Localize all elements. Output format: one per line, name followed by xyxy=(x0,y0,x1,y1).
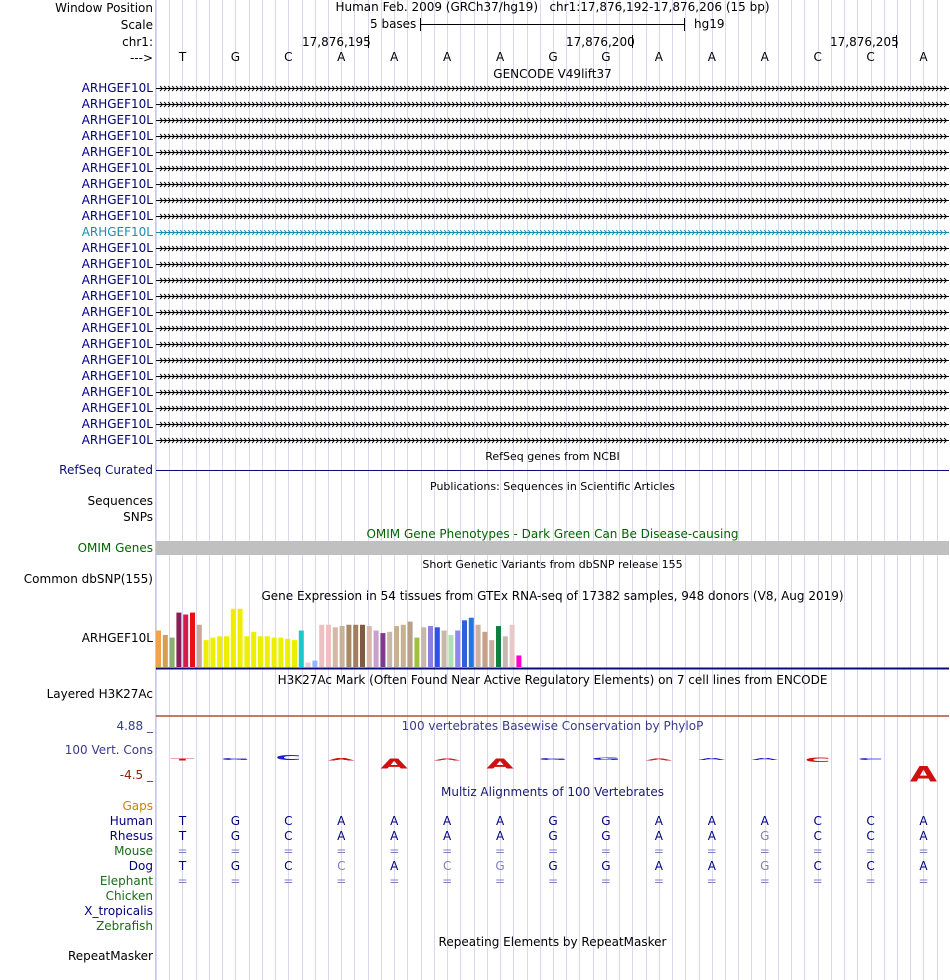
alignment-base: A xyxy=(707,829,716,843)
gtex-bar xyxy=(238,609,243,667)
alignment-base: A xyxy=(654,829,663,843)
alignment-base: G xyxy=(601,814,611,828)
alignment-base: A xyxy=(707,814,716,828)
gtex-bar xyxy=(469,618,474,667)
alignment-base: C xyxy=(866,814,875,828)
alignment-base: = xyxy=(389,844,400,858)
sequence-base: A xyxy=(919,50,928,64)
species-label[interactable]: X_tropicalis xyxy=(84,904,153,918)
gtex-bar xyxy=(340,626,345,667)
gtex-bar xyxy=(183,615,188,667)
gtex-bar xyxy=(367,626,372,667)
gtex-bar xyxy=(374,631,379,667)
omim-track-title[interactable]: OMIM Gene Phenotypes - Dark Green Can Be Disease-causing xyxy=(366,527,739,541)
gtex-bar xyxy=(353,625,358,667)
species-label[interactable]: Mouse xyxy=(114,844,153,858)
alignment-base: = xyxy=(177,844,188,858)
gene-label[interactable]: ARHGEF10L xyxy=(81,145,153,159)
gtex-bar xyxy=(299,631,304,667)
repeatmasker-track-title[interactable]: Repeating Elements by RepeatMasker xyxy=(438,935,667,949)
gtex-bar xyxy=(408,622,413,667)
alignment-base: = xyxy=(389,874,400,888)
gtex-bar xyxy=(435,627,440,667)
alignment-base: = xyxy=(442,874,453,888)
alignment-base: = xyxy=(812,844,823,858)
gene-label[interactable]: ARHGEF10L xyxy=(81,257,153,271)
gtex-bar xyxy=(496,626,501,667)
gene-label[interactable]: ARHGEF10L xyxy=(81,273,153,287)
species-label[interactable]: Zebrafish xyxy=(96,919,153,933)
gtex-bar xyxy=(272,638,277,667)
gtex-bar xyxy=(190,613,195,667)
gtex-bar xyxy=(292,640,297,667)
gene-label[interactable]: ARHGEF10L xyxy=(81,305,153,319)
snps-track-label[interactable]: SNPs xyxy=(123,510,153,524)
refseq-track-title[interactable]: RefSeq genes from NCBI xyxy=(485,450,620,463)
alignment-base: T xyxy=(178,814,187,828)
gtex-bar xyxy=(265,636,270,667)
alignment-base: = xyxy=(230,874,241,888)
gtex-bar xyxy=(394,626,399,667)
species-label[interactable]: Human xyxy=(109,814,153,828)
gtex-bar xyxy=(204,640,209,667)
phylop-base-glyph: A xyxy=(433,757,461,761)
gene-label[interactable]: ARHGEF10L xyxy=(81,225,153,239)
gaps-label: Gaps xyxy=(122,799,153,813)
gene-label[interactable]: ARHGEF10L xyxy=(81,385,153,399)
alignment-base: C xyxy=(284,859,293,873)
sequence-base: C xyxy=(284,50,293,64)
alignment-base: A xyxy=(390,859,399,873)
gene-label[interactable]: ARHGEF10L xyxy=(81,401,153,415)
alignment-base: C xyxy=(866,829,875,843)
phylop-base-glyph: A xyxy=(486,756,514,772)
alignment-base: = xyxy=(653,874,664,888)
phylop-base-glyph: A xyxy=(327,757,355,762)
gtex-bar xyxy=(421,627,426,667)
gtex-bar xyxy=(176,613,181,667)
coord-mark-3: 17,876,205 xyxy=(830,35,899,49)
alignment-base: A xyxy=(337,829,346,843)
alignment-base: G xyxy=(760,859,770,873)
h3k27ac-track-title[interactable]: H3K27Ac Mark (Often Found Near Active Regulatory Elements) on 7 cell lines from ENCODE xyxy=(277,673,828,687)
gtex-bar xyxy=(306,663,311,667)
alignment-base: A xyxy=(337,814,346,828)
phylop-base-glyph: G xyxy=(538,757,568,761)
sequences-track-label[interactable]: Sequences xyxy=(87,494,153,508)
alignment-base: A xyxy=(495,814,505,828)
alignment-base: C xyxy=(866,859,875,873)
publications-track-title[interactable]: Publications: Sequences in Scientific Articles xyxy=(430,480,675,493)
alignment-base: = xyxy=(600,844,611,858)
alignment-base: G xyxy=(548,829,558,843)
sequence-base: G xyxy=(548,50,558,64)
alignment-base: A xyxy=(760,814,769,828)
sequence-base: A xyxy=(707,50,716,64)
gene-label[interactable]: ARHGEF10L xyxy=(81,161,153,175)
alignment-base: = xyxy=(177,874,188,888)
gene-label[interactable]: ARHGEF10L xyxy=(81,177,153,191)
scale-label: Scale xyxy=(120,18,153,32)
alignment-base: C xyxy=(442,859,452,873)
alignment-base: A xyxy=(390,829,399,843)
gene-label[interactable]: ARHGEF10L xyxy=(81,417,153,431)
alignment-base: = xyxy=(230,844,241,858)
phylop-base-glyph: T xyxy=(170,757,195,761)
alignment-base: G xyxy=(601,859,611,873)
gtex-bar xyxy=(503,636,508,667)
alignment-base: C xyxy=(284,829,293,843)
gtex-bar xyxy=(380,633,385,667)
sequence-base: A xyxy=(337,50,346,64)
gtex-bar xyxy=(170,638,175,667)
alignment-base: = xyxy=(495,844,506,858)
alignment-base: = xyxy=(495,874,506,888)
gtex-bar xyxy=(312,661,317,667)
gtex-bar xyxy=(197,625,202,667)
alignment-base: C xyxy=(337,859,346,873)
gtex-bar xyxy=(333,627,338,667)
alignment-base: A xyxy=(919,859,928,873)
alignment-base: C xyxy=(813,859,822,873)
alignment-base: C xyxy=(813,814,822,828)
coord-mark-2: 17,876,200 xyxy=(566,35,635,49)
alignment-base: C xyxy=(813,829,822,843)
alignment-base: = xyxy=(706,844,717,858)
gtex-bar xyxy=(414,638,419,667)
sequence-base: C xyxy=(866,50,875,64)
multiz-track-title[interactable]: Multiz Alignments of 100 Vertebrates xyxy=(440,785,665,799)
gtex-bar xyxy=(428,626,433,667)
gene-label[interactable]: ARHGEF10L xyxy=(81,337,153,351)
phylop-base-glyph: C xyxy=(275,752,302,762)
alignment-base: = xyxy=(865,874,876,888)
gtex-bar xyxy=(251,632,256,667)
alignment-base: A xyxy=(919,829,928,843)
sequence-base: A xyxy=(390,50,399,64)
species-label[interactable]: Rhesus xyxy=(109,829,153,843)
alignment-base: G xyxy=(230,814,241,828)
gtex-bar xyxy=(231,609,236,667)
alignment-base: = xyxy=(706,874,717,888)
sequence-base: T xyxy=(178,50,187,64)
phylop-track-title[interactable]: 100 vertebrates Basewise Conservation by PhyloP xyxy=(401,719,704,733)
phylop-max-label: 4.88 _ xyxy=(116,719,153,733)
omim-bar xyxy=(156,541,949,555)
strand-label: ---> xyxy=(129,51,153,65)
gene-label[interactable]: ARHGEF10L xyxy=(81,81,153,95)
phylop-base-glyph: A xyxy=(751,757,779,761)
gtex-bar xyxy=(163,635,168,667)
sequence-base: A xyxy=(654,50,663,64)
phylop-base-glyph: A xyxy=(909,761,938,787)
alignment-base: = xyxy=(653,844,664,858)
phylop-base-glyph: C xyxy=(857,757,884,761)
alignment-base: = xyxy=(918,844,929,858)
gtex-bar xyxy=(346,625,351,667)
sequence-base: G xyxy=(601,50,611,64)
gtex-bar xyxy=(210,638,215,667)
dbsnp-track-title[interactable]: Short Genetic Variants from dbSNP release 155 xyxy=(422,558,683,571)
alignment-base: A xyxy=(390,814,399,828)
gtex-bar xyxy=(442,631,447,667)
alignment-base: = xyxy=(865,844,876,858)
gene-label[interactable]: ARHGEF10L xyxy=(81,353,153,367)
window-position-text: Human Feb. 2009 (GRCh37/hg19) chr1:17,876,192-17,876,206 (15 bp) xyxy=(335,0,770,14)
species-label[interactable]: Elephant xyxy=(99,874,153,888)
window-position-label: Window Position xyxy=(55,1,153,15)
alignment-base: = xyxy=(442,844,453,858)
alignment-base: T xyxy=(178,859,187,873)
gtex-track-label[interactable]: ARHGEF10L xyxy=(81,631,153,645)
gtex-bar xyxy=(285,639,290,667)
gtex-bar xyxy=(326,625,331,667)
sequence-base: A xyxy=(760,50,769,64)
gtex-bar xyxy=(244,636,249,667)
omim-track-label[interactable]: OMIM Genes xyxy=(77,541,153,555)
phylop-min-label: -4.5 _ xyxy=(119,768,153,782)
gtex-bar xyxy=(387,632,392,667)
alignment-base: = xyxy=(547,874,559,888)
phylop-base-glyph: A xyxy=(698,757,726,761)
gtex-bar xyxy=(476,625,481,667)
gene-label[interactable]: ARHGEF10L xyxy=(81,209,153,223)
gtex-bar xyxy=(258,636,263,667)
alignment-base: = xyxy=(336,844,347,858)
gtex-bar xyxy=(217,636,222,667)
alignment-base: G xyxy=(601,829,611,843)
gtex-bar xyxy=(510,625,515,667)
gtex-bar xyxy=(156,631,161,667)
gtex-bar xyxy=(448,635,453,667)
phylop-base-glyph: G xyxy=(591,757,621,761)
alignment-base: = xyxy=(283,844,294,858)
gene-label[interactable]: ARHGEF10L xyxy=(81,241,153,255)
gtex-bar xyxy=(482,632,487,667)
gene-label[interactable]: ARHGEF10L xyxy=(81,289,153,303)
coord-mark-1: 17,876,195 xyxy=(302,35,371,49)
gtex-bar xyxy=(224,636,229,667)
phylop-base-glyph: A xyxy=(645,757,673,761)
gene-label[interactable]: ARHGEF10L xyxy=(81,193,153,207)
gencode-track-title[interactable]: GENCODE V49lift37 xyxy=(493,67,612,81)
alignment-base: = xyxy=(759,874,770,888)
species-label[interactable]: Chicken xyxy=(105,889,153,903)
alignment-base: A xyxy=(707,859,716,873)
alignment-base: = xyxy=(918,874,929,888)
gtex-bar xyxy=(278,638,283,667)
alignment-base: = xyxy=(600,874,611,888)
phylop-track-label[interactable]: 100 Vert. Cons xyxy=(64,743,153,757)
alignment-base: G xyxy=(548,814,558,828)
alignment-base: G xyxy=(230,859,241,873)
alignment-base: = xyxy=(283,874,294,888)
alignment-base: C xyxy=(284,814,293,828)
gene-label[interactable]: ARHGEF10L xyxy=(81,129,153,143)
gtex-bar xyxy=(319,625,324,667)
phylop-base-glyph: C xyxy=(804,756,831,764)
gene-label[interactable]: ARHGEF10L xyxy=(81,369,153,383)
alignment-base: A xyxy=(495,829,505,843)
alignment-base: A xyxy=(654,859,663,873)
alignment-base: A xyxy=(443,814,452,828)
sequence-base: A xyxy=(443,50,452,64)
sequence-base: C xyxy=(813,50,822,64)
scale-text: 5 bases xyxy=(370,17,417,31)
alignment-base: = xyxy=(759,844,770,858)
alignment-base: = xyxy=(336,874,347,888)
gtex-bar xyxy=(516,655,521,667)
refseq-track-label[interactable]: RefSeq Curated xyxy=(59,463,153,477)
species-label[interactable]: Dog xyxy=(128,859,153,873)
gene-label[interactable]: ARHGEF10L xyxy=(81,433,153,447)
gtex-bar xyxy=(401,625,406,667)
gene-label[interactable]: ARHGEF10L xyxy=(81,321,153,335)
gtex-bar xyxy=(455,631,460,667)
alignment-base: A xyxy=(654,814,663,828)
gtex-bar xyxy=(360,625,365,667)
chrom-label: chr1: xyxy=(122,35,153,49)
alignment-base: = xyxy=(547,844,559,858)
sequence-base: G xyxy=(230,50,241,64)
alignment-base: G xyxy=(495,859,505,873)
alignment-base: T xyxy=(178,829,187,843)
gene-label[interactable]: ARHGEF10L xyxy=(81,113,153,127)
assembly-label: hg19 xyxy=(694,17,725,31)
gtex-track-title[interactable]: Gene Expression in 54 tissues from GTEx RNA-seq of 17382 samples, 948 donors (V8, Aug 2019) xyxy=(261,589,844,603)
alignment-base: A xyxy=(443,829,452,843)
alignment-base: = xyxy=(812,874,823,888)
phylop-base-glyph: A xyxy=(380,756,408,772)
alignment-base: A xyxy=(919,814,928,828)
alignment-base: G xyxy=(760,829,770,843)
gtex-bar xyxy=(462,620,467,667)
alignment-base: G xyxy=(548,859,558,873)
phylop-base-glyph: G xyxy=(220,757,250,761)
dbsnp-track-label[interactable]: Common dbSNP(155) xyxy=(23,572,153,586)
gtex-bar xyxy=(489,640,494,667)
alignment-base: G xyxy=(230,829,241,843)
repeatmasker-track-label[interactable]: RepeatMasker xyxy=(67,949,153,963)
gene-label[interactable]: ARHGEF10L xyxy=(81,97,153,111)
sequence-base: A xyxy=(495,50,505,64)
h3k27ac-track-label[interactable]: Layered H3K27Ac xyxy=(46,687,153,701)
